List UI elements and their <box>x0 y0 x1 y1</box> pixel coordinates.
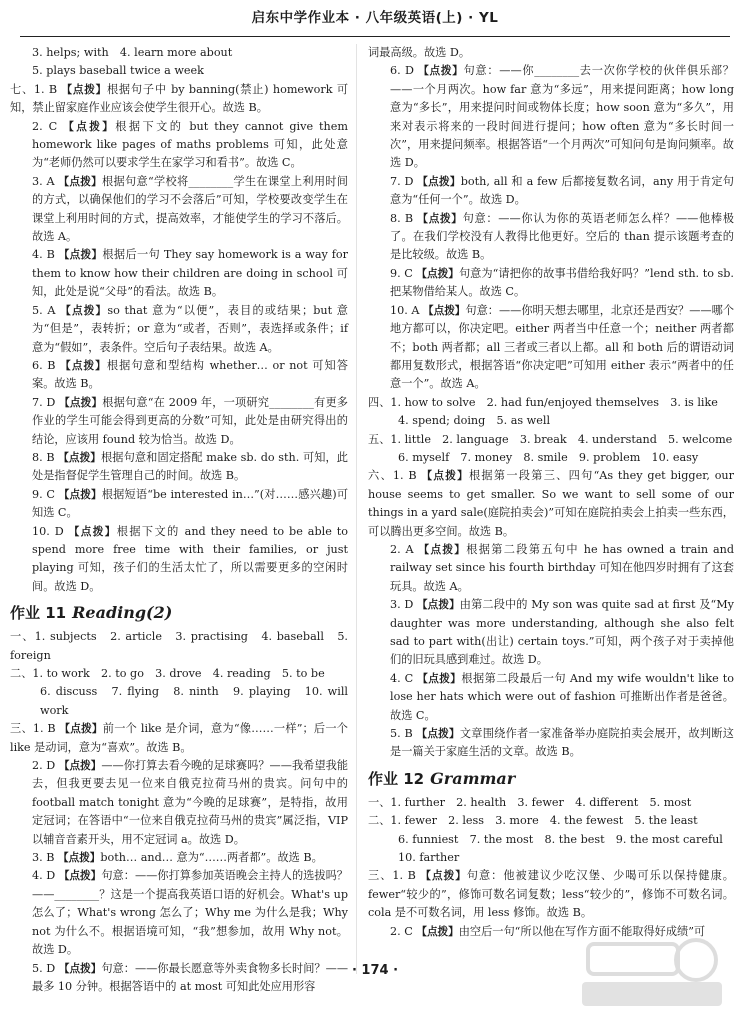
answer-paragraph: 10. A 【点拨】句意：——你明天想去哪里，北京还是西安？——哪个地方都可以，你决定吧。either 两者当中任意一个；neither 两者都不；both 两者都；all 三者或三者以上都。all 和 both 后的谓语动词都用复数形式，根据答语“你决定吧”可知用 either 表示“两者中的任意一个”。故选 A。 <box>390 303 735 391</box>
answer-paragraph: 2. C 【点拨】由空后一句“所以他在写作方面不能取得好成绩”可 <box>390 924 706 938</box>
hint-tag: 【点拨】 <box>416 925 459 938</box>
answer-paragraph: 二、1. fewer 2. less 3. more 4. the fewest 5. the least <box>368 814 698 828</box>
hint-tag: 【点拨】 <box>58 488 102 501</box>
answer-paragraph: 7. D 【点拨】both, all 和 a few 后都接复数名词，any 用于肯定句意为“任何一个”。故选 D。 <box>390 174 734 207</box>
answer-paragraph: 6. myself 7. money 8. smile 9. problem 10. easy <box>398 450 699 464</box>
hint-tag: 【点拨】 <box>417 212 463 225</box>
page-header <box>20 0 730 37</box>
answer-paragraph: 四、1. how to solve 2. had fun/enjoyed themselves 3. is like <box>368 395 718 409</box>
answer-paragraph: 8. B 【点拨】句意：——你认为你的英语老师怎么样？——他棒极了。在我们学校没有人教得比他更好。空后的 than 提示该题考查的是比较级。故选 B。 <box>390 211 734 262</box>
answer-paragraph: 6. D 【点拨】句意：——你________去一次你学校的伙伴俱乐部？——一个月两次。how far 意为“多远”，用来提问距离；how long 意为“多长”，用来提问时间或物体长度；how soon 意为“多久”，用来对表示将来的一段时间进行提问；how often 意为“多长时间一次”，用来提问频率。根据答语“一个月两次”可知问句是询问频率。故选 D。 <box>390 64 734 170</box>
hint-tag: 【点拨】 <box>61 83 107 96</box>
answer-paragraph: 5. A 【点拨】so that 意为“以便”，表目的或结果；but 意为“但是”，表转折；or 意为“或者，否则”，表选择或条件；if 意为“假如”，表条件。空后句子表结果。故选 A。 <box>32 303 348 354</box>
hint-tag: 【点拨】 <box>418 65 464 78</box>
section-name: Grammar <box>430 768 516 788</box>
hint-tag: 【点拨】 <box>60 359 107 372</box>
answer-paragraph: 5. D 【点拨】句意：——你最长愿意等外卖食物多长时间？——最多 10 分钟。根据答语中的 at most 可知此处应用形容 <box>32 961 349 993</box>
hint-tag: 【点拨】 <box>68 525 117 538</box>
answer-paragraph: 6. discuss 7. flying 8. ninth 9. playing 10. will work <box>40 685 348 717</box>
answer-paragraph: 一、1. subjects 2. article 3. practising 4. baseball 5. foreign <box>10 630 348 662</box>
answer-paragraph: 三、1. B 【点拨】句意：他被建议少吃汉堡、少喝可乐以保持健康。fewer“较少的”，修饰可数名词复数；less“较少的”，修饰不可数名词。cola 是不可数名词，用 less 修饰。故选 B。 <box>368 869 734 920</box>
answer-paragraph: 3. helps; with 4. learn more about <box>32 46 233 59</box>
hint-tag: 【点拨】 <box>58 962 102 975</box>
answer-paragraph: 词最高级。故选 D。 <box>368 46 471 59</box>
answer-paragraph: 10. D 【点拨】根据下文的 and they need to be able to spend more free time with their families, or just playing 可知，孩子们的生活太忙了，所以需要更多的空闲时间。故选 D。 <box>32 524 349 593</box>
hint-tag: 【点拨】 <box>59 723 103 736</box>
hint-tag: 【点拨】 <box>58 760 102 773</box>
answer-paragraph: 六、1. B 【点拨】根据第一段第三、四句“As they get bigger, our house seems to get smaller. So we want to sell some of our things in a yard sale(庭院拍卖会)”可知在庭院拍卖会上拍卖一些东西，可以腾出更多空间。故选 B。 <box>368 469 734 538</box>
hint-tag: 【点拨】 <box>416 267 459 280</box>
section-number: 作业 12 <box>368 769 425 788</box>
answer-paragraph: 8. B 【点拨】根据句意和固定搭配 make sb. do sth. 可知，此处是指督促学生管理自己的时间。故选 B。 <box>32 450 348 483</box>
hint-tag: 【点拨】 <box>421 470 469 483</box>
section-heading <box>368 768 734 790</box>
section-heading <box>10 602 348 624</box>
answer-paragraph: 二、1. to work 2. to go 3. drove 4. reading 5. to be <box>10 667 325 680</box>
hint-tag: 【点拨】 <box>59 396 103 409</box>
hint-tag: 【点拨】 <box>58 175 103 188</box>
answer-paragraph: 4. D 【点拨】句意：——你打算参加英语晚会主持人的选拔吗？——________？这是一个提高我英语口语的好机会。What's up 怎么了；What's wrong 怎么了；Why me 为什么是我；Why not 为什么不。根据语境可知，“我”想参加，故用 Why not。故选 D。 <box>32 869 348 957</box>
section-name: Reading(2) <box>72 603 173 623</box>
answer-paragraph: 三、1. B 【点拨】前一个 like 是介词，意为“像……一样”；后一个 like 是动词，意为“喜欢”。故选 B。 <box>10 722 348 754</box>
answer-paragraph: 4. spend; doing 5. as well <box>398 414 551 428</box>
answer-paragraph: 五、1. little 2. language 3. break 4. understand 5. welcome <box>368 432 733 446</box>
hint-tag: 【点拨】 <box>418 543 467 556</box>
answer-paragraph: 3. A 【点拨】根据句意“学校将________学生在课堂上利用时间的方式，以确保他们的学习不会落后”可知，学校要改变学生在课堂上利用时间的方式，提高效率，才能使学生的学习不落后。故选 A。 <box>32 174 348 244</box>
answer-paragraph: 3. D 【点拨】由第二段中的 My son was quite sad at first 及“My daughter was more understanding, although she also felt sad to part with(出让) certain toys.”可知，两个孩子对于卖掉他们的旧玩具感到难过。故选 D。 <box>390 598 734 667</box>
answer-paragraph: 4. B 【点拨】根据后一句 They say homework is a way for them to know how their children are doing in school 可知，此处是说“父母”的看法。故选 B。 <box>32 248 348 299</box>
left-column <box>10 44 348 996</box>
watermark-logo-icon <box>578 936 728 1010</box>
section-number: 作业 11 <box>10 604 67 623</box>
answer-paragraph: 2. C 【点拨】根据下文的 but they cannot give them homework like pages of maths problems 可知，此处意为“老师仍然可以要求学生在家学习和看书”。故选 C。 <box>32 119 348 170</box>
answer-paragraph: 7. D 【点拨】根据句意“在 2009 年，一项研究________有更多作业的学生可能会得到更高的分数”可知，此处是由研究得出的结论，应该用 found 较为恰当。故选 D。 <box>32 395 348 446</box>
hint-tag: 【点拨】 <box>58 451 102 464</box>
answer-paragraph: 10. farther <box>398 851 460 865</box>
answer-paragraph: 9. C 【点拨】根据短语“be interested in…”(对……感兴趣)可知选 C。 <box>32 487 349 520</box>
answer-paragraph: 9. C 【点拨】句意为“请把你的故事书借给我好吗？”lend sth. to sb. 把某物借给某人。故选 C。 <box>390 266 734 299</box>
hint-tag: 【点拨】 <box>417 672 462 685</box>
hint-tag: 【点拨】 <box>58 852 101 865</box>
hint-tag: 【点拨】 <box>423 304 466 317</box>
hint-tag: 【点拨】 <box>417 175 461 188</box>
hint-tag: 【点拨】 <box>58 870 102 883</box>
column-divider <box>356 44 357 974</box>
page-number: · 174 · <box>351 963 399 978</box>
answer-paragraph: 6. funniest 7. the most 8. the best 9. the most careful <box>398 832 723 846</box>
hint-tag: 【点拨】 <box>58 249 103 262</box>
answer-paragraph: 一、1. further 2. health 3. fewer 4. different 5. most <box>368 795 692 809</box>
answer-paragraph: 6. B 【点拨】根据句意和型结构 whether… or not 可知答案。故选 B。 <box>32 358 348 391</box>
hint-tag: 【点拨】 <box>420 870 467 883</box>
hint-tag: 【点拨】 <box>416 728 460 741</box>
answer-paragraph: 2. D 【点拨】——你打算去看今晚的足球赛吗？——我希望我能去，但我更要去见一位来自俄克拉荷马州的贵宾。问句中的 football match tonight 意为“今晚的足球赛”，是特指，故用定冠词；在答语中“一位来自俄克拉荷马州的贵宾”属泛指，VIP 以辅音音素开头，用不定冠词 a。故选 D。 <box>32 759 349 846</box>
answer-paragraph: 3. B 【点拨】both… and… 意为“……两者都”。故选 B。 <box>32 851 323 865</box>
hint-tag: 【点拨】 <box>63 120 116 133</box>
header-title: 启东中学作业本 · 八年级英语(上) · YL <box>251 10 499 26</box>
answer-paragraph: 七、1. B 【点拨】根据句子中 by banning(禁止) homework 可知，禁止留家庭作业应该会使学生很开心。故选 B。 <box>10 82 349 115</box>
answer-paragraph: 5. B 【点拨】文章围绕作者一家准备举办庭院拍卖会展开，故判断这是一篇关于家庭生活的文章。故选 B。 <box>390 727 734 759</box>
answer-paragraph: 2. A 【点拨】根据第二段第五句中 he has owned a train and railway set since his fourth birthday 可知在他四岁时拥有了这套玩具。故选 A。 <box>390 542 734 593</box>
answer-paragraph: 5. plays baseball twice a week <box>32 64 204 78</box>
hint-tag: 【点拨】 <box>60 304 108 317</box>
hint-tag: 【点拨】 <box>416 599 460 612</box>
right-column <box>368 44 734 941</box>
answer-paragraph: 4. C 【点拨】根据第二段最后一句 And my wife wouldn't like to lose her hats which were out of fashion 可推断出作者是爸爸。故选 C。 <box>390 671 734 722</box>
